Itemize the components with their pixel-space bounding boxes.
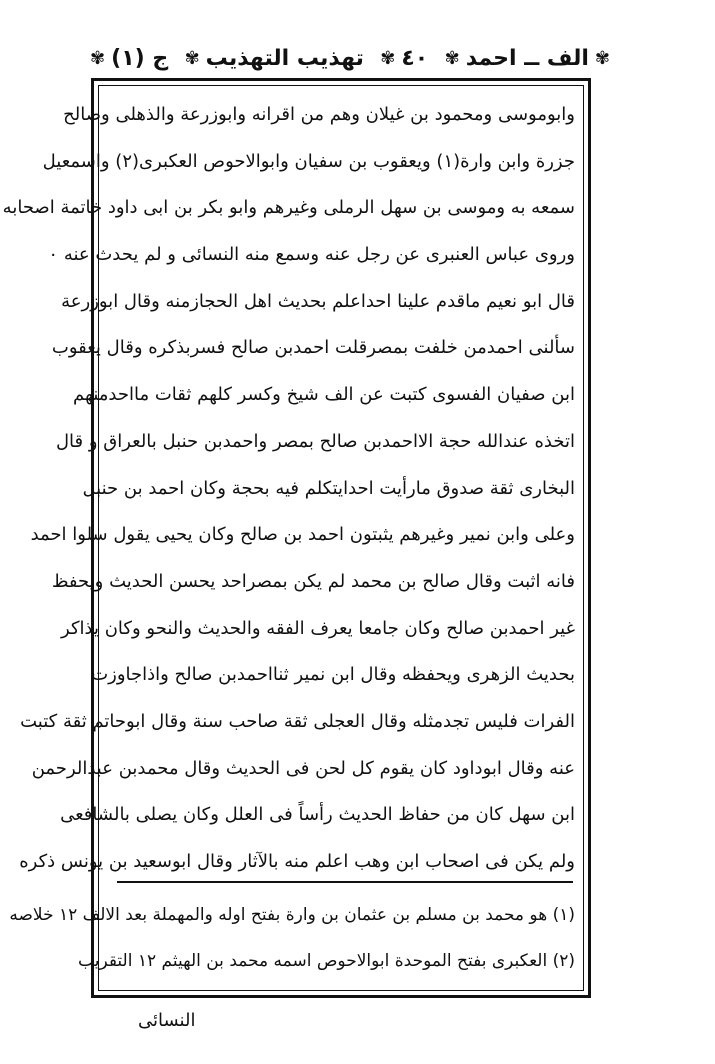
text-line: سمعه به وموسى بن سهل الرملى وغيرهم وابو بكر بن ابى داود خاتمة اصحابه — [2, 197, 575, 219]
text-line: وعلى وابن نمير وغيرهم يثبتون احمد بن صالح وكان يحيى يقول سلوا احمد — [30, 524, 575, 546]
text-line: جزرة وابن وارة(١) ويعقوب بن سفيان وابوالاحوص العكبرى(٢) واسمعيل — [42, 150, 575, 172]
running-header — [90, 40, 610, 76]
main-text — [2, 92, 575, 886]
ornament-icon: ✾ — [594, 47, 610, 69]
text-line: البخارى ثقة صدوق مارأيت احدايتكلم فيه بحجة وكان احمد بن حنبل — [82, 477, 575, 499]
ornament-icon: ✾ — [444, 47, 460, 69]
header-section: ✾ الف ــ احمد ✾ — [444, 45, 610, 71]
header-volume: ج (١) ✾ — [90, 45, 169, 71]
text-line: عنه وقال ابوداود كان يقوم كل لحن فى الحديث وقال محمدبن عبدالرحمن — [31, 757, 575, 779]
text-line: بحديث الزهرى ويحفظه وقال ابن نمير ثنااحمدبن صالح واذاجاوزت — [91, 664, 575, 686]
text-line: اتخذه عندالله حجة الااحمدبن صالح بمصر واحمدبن حنبل بالعراق و قال — [55, 430, 575, 452]
footnotes — [9, 892, 575, 984]
ornament-icon: ✾ — [380, 47, 396, 69]
ornament-icon: ✾ — [184, 47, 200, 69]
footnote-1: (١) هو محمد بن مسلم بن عثمان بن وارة بفتح اوله والمهملة بعد الالف ١٢ خلاصه — [9, 905, 575, 925]
text-line: قال ابو نعيم ماقدم علينا احداعلم بحديث اهل الحجازمنه وقال ابوزرعة — [61, 290, 575, 312]
text-line: ابن صفيان الفسوى كتبت عن الف شيخ وكسر كلهم ثقات مااحدمنهم — [73, 384, 575, 406]
text-line: فانه اثبت وقال صالح بن محمد لم يكن بمصراحد يحسن الحديث ويحفظ — [51, 570, 575, 592]
footnote-divider — [117, 881, 573, 883]
text-line: ابن سهل كان من حفاظ الحديث رأساً فى العلل وكان يصلى بالشافعى — [60, 804, 575, 826]
header-book-title: تهذيب التهذيب ✾ — [184, 45, 364, 71]
text-line: ولم يكن فى اصحاب ابن وهب اعلم منه بالآثار وقال ابوسعيد بن يونس ذكره — [19, 851, 575, 872]
ornament-icon: ✾ — [90, 47, 106, 69]
catchword: النسائى — [138, 1010, 196, 1031]
header-page-number: ٤٠ ✾ — [380, 45, 429, 71]
footnote-2: (٢) العكبرى بفتح الموحدة ابوالاحوص اسمه محمد بن الهيثم ١٢ التقريب — [78, 951, 575, 971]
text-line: غير احمدبن صالح وكان جامعا يعرف الفقه والحديث والنحو وكان يذاكر — [61, 617, 575, 639]
text-line: الفرات فليس تجدمثله وقال العجلى ثقة صاحب سنة وقال ابوحاتم ثقة كتبت — [20, 710, 575, 732]
text-line: وروى عباس العنبرى عن رجل عنه وسمع منه النسائى و لم يحدث عنه ٠ — [48, 244, 575, 266]
text-line: سألنى احمدمن خلفت بمصرقلت احمدبن صالح فسربذكره وقال يعقوب — [51, 337, 575, 359]
text-line: وابوموسى ومحمود بن غيلان وهم من اقرانه وابوزرعة والذهلى وصالح — [63, 104, 575, 125]
